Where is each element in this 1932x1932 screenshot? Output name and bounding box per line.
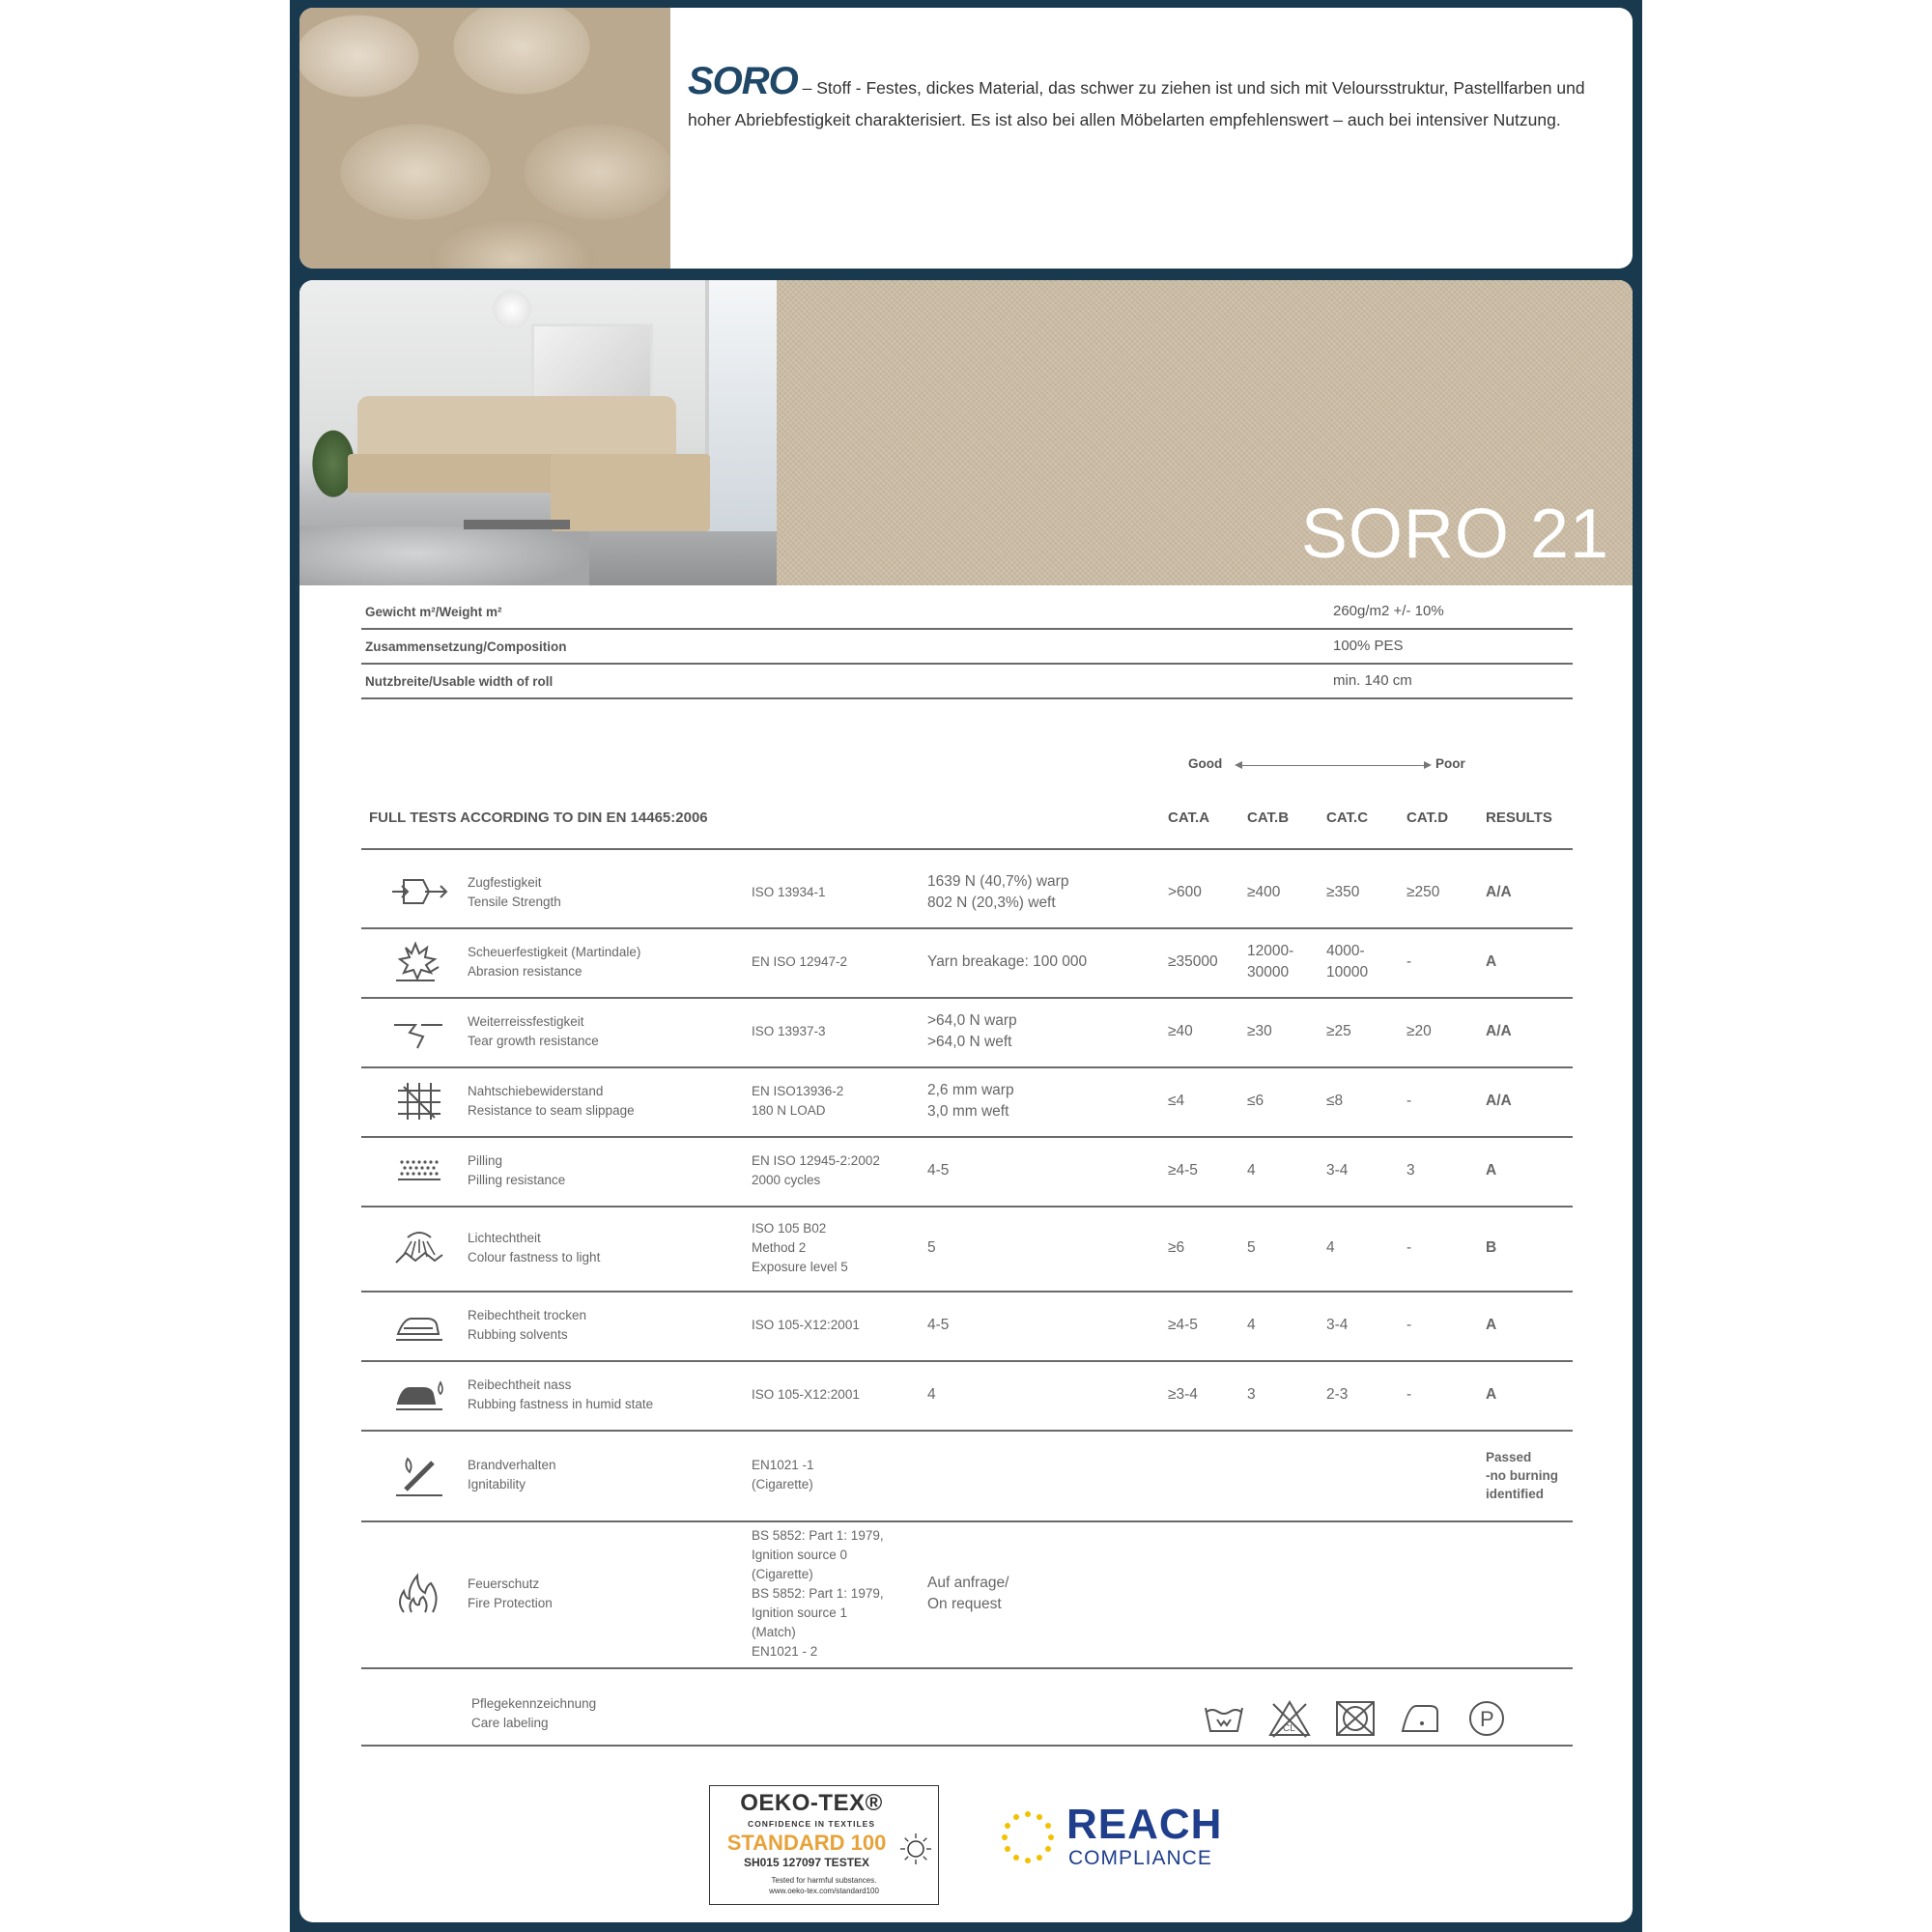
svg-text:CL: CL	[1283, 1723, 1295, 1734]
tensile-strength-icon	[390, 868, 448, 917]
reach-subtitle: COMPLIANCE	[1068, 1847, 1212, 1869]
spec-panel	[299, 280, 1633, 1922]
test-row	[361, 1291, 1573, 1362]
reach-title: REACH	[1066, 1801, 1223, 1848]
tear-growth-icon	[390, 1008, 448, 1056]
test-cat-d: -	[1406, 1386, 1412, 1403]
oeko-tex-code: SH015 127097 TESTEX	[743, 1856, 870, 1869]
property-row	[361, 665, 1573, 699]
test-cat-c: 3-4	[1326, 1317, 1349, 1333]
test-cat-c: ≥350	[1326, 884, 1360, 900]
test-row	[361, 1520, 1573, 1669]
ignitability-icon	[390, 1451, 448, 1499]
test-result: A	[1486, 1162, 1497, 1179]
abrasion-icon	[390, 938, 448, 986]
test-row	[361, 1206, 1573, 1293]
no-tumble-dry-icon	[1333, 1698, 1378, 1739]
test-cat-d: -	[1406, 953, 1412, 970]
test-cat-d: -	[1406, 1093, 1412, 1109]
test-standard: EN ISO13936-2 180 N LOAD	[752, 1084, 844, 1118]
test-standard: ISO 105-X12:2001	[752, 1387, 860, 1402]
room-photo	[299, 280, 777, 585]
test-cat-d: 3	[1406, 1162, 1415, 1179]
rug	[299, 526, 589, 585]
test-cat-b: 5	[1247, 1239, 1256, 1256]
property-value: 260g/m2 +/- 10%	[1333, 603, 1444, 619]
test-cat-a: ≥35000	[1168, 953, 1218, 970]
test-row	[361, 927, 1573, 999]
property-row	[361, 595, 1573, 630]
property-table	[361, 595, 1573, 699]
test-value: 4	[927, 1386, 936, 1403]
test-cat-d: ≥20	[1406, 1023, 1432, 1039]
test-cat-c: 3-4	[1326, 1162, 1349, 1179]
iron-low-icon	[1399, 1698, 1443, 1739]
light-fastness-icon	[390, 1224, 448, 1272]
test-row	[361, 1360, 1573, 1432]
test-row	[361, 997, 1573, 1068]
test-cat-a: ≥6	[1168, 1239, 1185, 1256]
test-name: Brandverhalten Ignitability	[468, 1458, 556, 1492]
intro-panel	[299, 8, 1633, 269]
property-value: 100% PES	[1333, 638, 1404, 654]
test-name: Pilling Pilling resistance	[468, 1153, 566, 1187]
test-cat-c: ≤8	[1326, 1093, 1344, 1109]
test-row	[361, 1430, 1573, 1522]
test-result: A/A	[1486, 1093, 1512, 1109]
test-standard: ISO 105 B02 Method 2 Exposure level 5	[752, 1221, 848, 1274]
scale-poor-label: Poor	[1435, 756, 1465, 771]
test-cat-c: ≥25	[1326, 1023, 1351, 1039]
test-cat-b: 12000- 30000	[1247, 943, 1294, 980]
test-name: Feuerschutz Fire Protection	[468, 1577, 553, 1610]
intro-description: – Stoff - Festes, dickes Material, das schwer zu ziehen ist und sich mit Veloursstruktur, Pastellfarben und hoher Abriebfestigkeit charakterisiert. Es ist also bei allen Möbelarten empfehlenswert – auch bei intensiver Nutzung.	[688, 78, 1585, 129]
test-result: A	[1486, 1386, 1497, 1403]
test-cat-d: ≥250	[1406, 884, 1440, 900]
pendant-lamp	[493, 290, 531, 328]
test-cat-b: ≤6	[1247, 1093, 1264, 1109]
test-standard: EN1021 -1 (Cigarette)	[752, 1458, 814, 1492]
test-standard: BS 5852: Part 1: 1979, Ignition source 0 (Cigarette) BS 5852: Part 1: 1979, Ignition source 1 (Match) EN1021 - 2	[752, 1528, 884, 1659]
reach-compliance-logo	[997, 1801, 1229, 1884]
test-cat-a: ≥4-5	[1168, 1162, 1198, 1179]
test-cat-c: 2-3	[1326, 1386, 1349, 1403]
test-result: A/A	[1486, 884, 1512, 900]
test-result: B	[1486, 1239, 1497, 1256]
rubbing-dry-icon	[390, 1301, 448, 1350]
seam-slippage-icon	[390, 1077, 448, 1125]
swatch-name: SORO 21	[1300, 496, 1609, 573]
care-labeling-row	[361, 1669, 1573, 1747]
test-cat-a: ≥3-4	[1168, 1386, 1198, 1403]
oeko-tex-title: OEKO-TEX®	[740, 1790, 883, 1816]
test-cat-a: >600	[1168, 884, 1202, 900]
rating-scale	[1188, 756, 1478, 776]
rubbing-wet-icon	[390, 1371, 448, 1419]
brand-name: SORO	[688, 60, 798, 102]
dry-clean-p-icon	[1464, 1698, 1509, 1739]
header-cat-a: CAT.A	[1168, 810, 1210, 826]
test-value: >64,0 N warp >64,0 N weft	[927, 1012, 1017, 1050]
test-standard: EN ISO 12947-2	[752, 954, 848, 969]
test-cat-c: 4	[1326, 1239, 1335, 1256]
test-standard: ISO 13934-1	[752, 885, 826, 899]
test-row	[361, 1136, 1573, 1208]
test-name: Nahtschiebewiderstand Resistance to seam slippage	[468, 1084, 635, 1118]
fabric-swatch	[777, 280, 1633, 585]
test-name: Reibechtheit nass Rubbing fastness in humid state	[468, 1378, 654, 1411]
test-standard: EN ISO 12945-2:2002 2000 cycles	[752, 1153, 880, 1187]
test-standard: ISO 13937-3	[752, 1024, 826, 1038]
wash-30-icon	[1202, 1698, 1246, 1739]
no-chlorine-bleach-icon	[1267, 1698, 1312, 1739]
tests-header	[361, 802, 1573, 850]
test-result: Passed -no burning identified	[1486, 1450, 1558, 1501]
oeko-tex-sun-icon	[899, 1833, 932, 1865]
test-cat-b: 3	[1247, 1386, 1256, 1403]
oeko-tex-note: Tested for harmful substances. www.oeko-tex.com/standard100	[769, 1876, 879, 1895]
care-icons	[1202, 1698, 1549, 1739]
test-value: 4-5	[927, 1162, 950, 1179]
test-cat-c: 4000- 10000	[1326, 943, 1369, 980]
svg-text:P: P	[1480, 1707, 1494, 1731]
test-name: Scheuerfestigkeit (Martindale) Abrasion resistance	[468, 945, 641, 979]
test-cat-a: ≥4-5	[1168, 1317, 1198, 1333]
intro-text	[688, 60, 1605, 136]
test-value: 5	[927, 1239, 936, 1256]
test-value: Auf anfrage/ On request	[927, 1575, 1009, 1612]
coffee-table	[464, 520, 570, 529]
test-value: 4-5	[927, 1317, 950, 1333]
test-cat-b: ≥400	[1247, 884, 1281, 900]
fire-protection-icon	[390, 1570, 448, 1618]
header-cat-c: CAT.C	[1326, 810, 1369, 826]
property-value: min. 140 cm	[1333, 672, 1412, 689]
property-label: Nutzbreite/Usable width of roll	[365, 674, 554, 689]
pilling-icon	[390, 1147, 448, 1195]
test-cat-d: -	[1406, 1317, 1412, 1333]
oeko-tex-tagline: CONFIDENCE IN TEXTILES	[747, 1819, 876, 1829]
tests-title: FULL TESTS ACCORDING TO DIN EN 14465:2006	[369, 810, 708, 826]
test-result: A	[1486, 953, 1497, 970]
test-cat-d: -	[1406, 1239, 1412, 1256]
test-value: 1639 N (40,7%) warp 802 N (20,3%) weft	[927, 873, 1069, 911]
test-value: 2,6 mm warp 3,0 mm weft	[927, 1082, 1014, 1120]
oeko-tex-standard: STANDARD 100	[726, 1831, 887, 1855]
room-window	[705, 280, 777, 531]
eu-stars-icon	[997, 1806, 1059, 1868]
test-name: Lichtechtheit Colour fastness to light	[468, 1231, 601, 1264]
sofa-chaise	[551, 454, 710, 531]
property-row	[361, 630, 1573, 665]
scale-good-label: Good	[1188, 756, 1223, 771]
test-name: Reibechtheit trocken Rubbing solvents	[468, 1308, 587, 1342]
test-cat-a: ≥40	[1168, 1023, 1193, 1039]
test-cat-b: ≥30	[1247, 1023, 1272, 1039]
test-row	[361, 858, 1573, 929]
test-cat-b: 4	[1247, 1317, 1256, 1333]
scale-arrow	[1236, 765, 1430, 766]
property-label: Gewicht m²/Weight m²	[365, 605, 502, 619]
property-label: Zusammensetzung/Composition	[365, 639, 567, 654]
test-name: Weiterreissfestigkeit Tear growth resistance	[468, 1014, 599, 1048]
test-result: A	[1486, 1317, 1497, 1333]
header-results: RESULTS	[1486, 810, 1552, 826]
test-value: Yarn breakage: 100 000	[927, 953, 1088, 970]
sofa-closeup-photo	[299, 8, 670, 269]
care-label: Pflegekennzeichnung Care labeling	[471, 1696, 597, 1730]
header-cat-d: CAT.D	[1406, 810, 1449, 826]
test-cat-a: ≤4	[1168, 1093, 1185, 1109]
header-cat-b: CAT.B	[1247, 810, 1290, 826]
test-name: Zugfestigkeit Tensile Strength	[468, 875, 561, 909]
test-standard: ISO 105-X12:2001	[752, 1318, 860, 1332]
oeko-tex-badge	[709, 1785, 939, 1905]
test-result: A/A	[1486, 1023, 1512, 1039]
test-cat-b: 4	[1247, 1162, 1256, 1179]
test-row	[361, 1066, 1573, 1138]
